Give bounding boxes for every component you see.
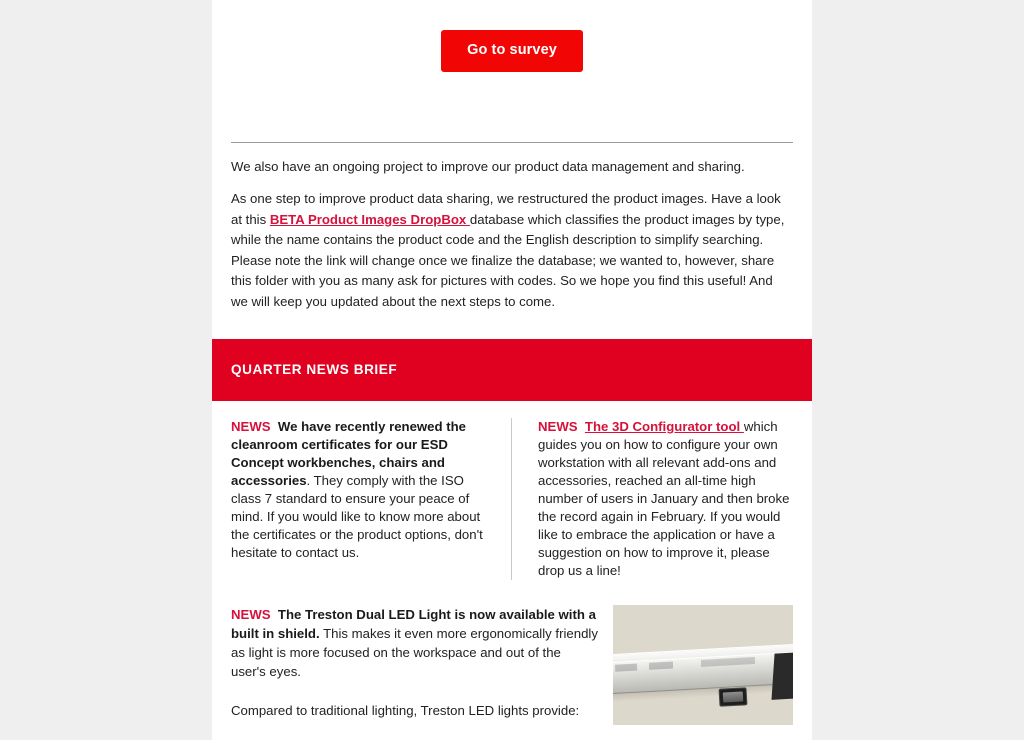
news-right-gap	[578, 419, 585, 434]
quarter-news-brief-banner	[212, 339, 812, 401]
news-left-headline-text: We have recently renewed the cleanroom certificates for our ESD Concept workbenches, chairs and accessories	[231, 418, 467, 488]
news-right-body: which guides you on how to configure your own workstation with all relevant add-ons and accessories, reached an all-time high number of users in January and then broke the record again in February. If you would like to embrace the application or have a suggestion on how to improve it, please drop us a line!	[538, 418, 790, 578]
intro-paragraph-2	[231, 189, 793, 313]
news-bottom-headline: The Treston Dual LED Light is now available with a built in shield.	[231, 606, 596, 641]
news-column-left	[231, 418, 512, 580]
treston-dual-led-light-image	[613, 605, 793, 725]
intro-paragraph-2-after-link: database which classifies the product images by type, while the name contains the product code and the English description to simplify searching. Please note the link will change once we finalize the database; we wanted to, however, share this folder with you as many ask for pictures with codes. So we hope you find this useful! And we will keep you updated about the next steps to come.	[231, 211, 785, 310]
news-label-right: NEWS	[538, 418, 578, 434]
news-label-bottom: NEWS	[231, 606, 271, 622]
lamp-end-cap	[771, 652, 793, 700]
email-body	[212, 0, 812, 740]
cta-block	[212, 0, 812, 72]
news-bottom-paragraph-2: Compared to traditional lighting, Treston LED lights provide:	[231, 702, 580, 718]
cta-spacer	[212, 72, 812, 142]
news-bottom-text	[231, 605, 613, 740]
news-item-cleanroom	[231, 418, 489, 562]
go-to-survey-button[interactable]: Go to survey	[441, 30, 583, 72]
news-left-body: . They comply with the ISO class 7 standard to ensure your peace of mind. If you would like to know more about the certificates or the product options, don't hesitate to contact us.	[231, 472, 483, 560]
news-columns	[212, 401, 812, 580]
lamp-power-switch-icon	[719, 687, 748, 707]
3d-configurator-tool-link[interactable]: The 3D Configurator tool	[584, 418, 744, 434]
intro-section	[212, 143, 812, 325]
news-item-configurator	[538, 418, 793, 580]
intro-paragraph-2-before-link: As one step to improve product data sharing, we restructured the product images. Have a look at this	[231, 191, 781, 227]
beta-product-images-dropbox-link[interactable]: BETA Product Images DropBox	[269, 211, 470, 227]
news-column-right	[512, 418, 793, 580]
banner-title: QUARTER NEWS BRIEF	[231, 361, 398, 377]
news-label-left: NEWS	[231, 418, 271, 434]
news-bottom-section	[212, 580, 812, 740]
news-left-headline	[271, 419, 278, 434]
news-bottom-gap	[271, 607, 278, 622]
news-bottom-body: This makes it even more ergonomically friendly as light is more focused on the workspace and out of the user's eyes.	[231, 625, 598, 679]
intro-paragraph-1: We also have an ongoing project to improve our product data management and sharing.	[231, 158, 745, 174]
news-item-led-light	[231, 605, 599, 681]
